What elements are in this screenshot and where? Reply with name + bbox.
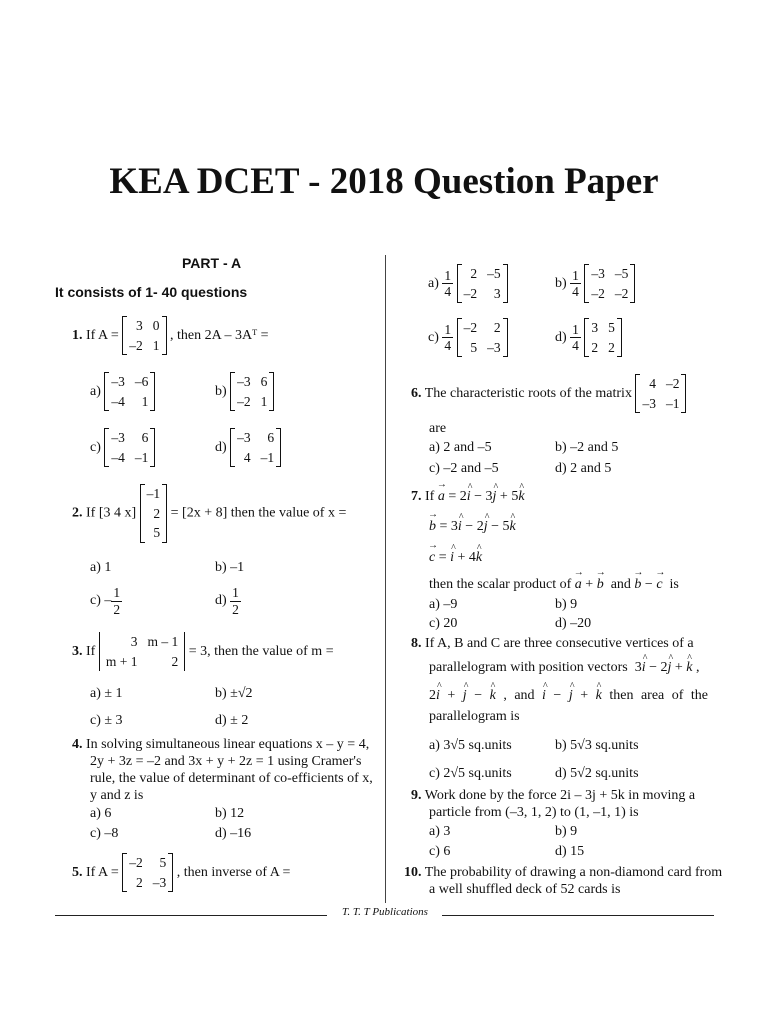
option-b: b) ±√2 (215, 686, 253, 701)
column-divider (385, 255, 386, 903)
question-7: 7. If a → = 2i ^ − 3j ^ + 5k ^ (411, 489, 525, 505)
question-text: , then 2A – 3Aᵀ = (170, 327, 269, 343)
option-d: d) –3 6 4 –1 (215, 428, 281, 467)
option-b: b) 12 (215, 806, 245, 821)
option-d: d) 5√2 sq.units (555, 766, 639, 781)
question-8-line2: parallelogram with position vectors 3i ^ − 2j ^ + k ^ , (429, 660, 700, 676)
question-5: 5. If A = –2 5 2 –3 , then inverse of A = (72, 853, 290, 892)
option-b: b) 9 (555, 597, 578, 612)
footer-publisher: T. T. T Publications (342, 906, 428, 918)
option-a: a) 6 (90, 806, 112, 821)
option-b: b) 9 (555, 824, 578, 839)
option-a: a) ± 1 (90, 686, 123, 701)
option-d: d) $\frac{1}{4}$ 3 5 2 2 (555, 318, 622, 357)
option-a: a) 3 (429, 824, 451, 839)
intro-text: It consists of 1- 40 questions (55, 284, 248, 300)
option-a: a) 2 and –5 (429, 440, 492, 455)
option-b: b) –3 6 –2 1 (215, 372, 274, 411)
option-c: c) 2√5 sq.units (429, 766, 512, 781)
option-d: d) –20 (555, 616, 592, 631)
question-3: 3. If 3 m – 1 m + 1 2 = 3, then the value of m = (72, 632, 334, 671)
question-6: 6. The characteristic roots of the matrix 4 –2 –3 –1 (411, 374, 686, 413)
vector-c: c → = i ^ + 4k ^ (429, 550, 482, 566)
option-d: d) 15 (555, 844, 585, 859)
matrix-A: 3 0 –2 1 (122, 316, 166, 355)
option-d: d) 2 and 5 (555, 461, 612, 476)
option-c: c) $\frac{1}{4}$ –2 2 5 –3 (428, 318, 508, 357)
question-8-line3: 2i ^ + j ^ − k ^ , and i ^ − j ^ + k ^ then area of the (429, 688, 708, 704)
option-c: c) 6 (429, 844, 451, 859)
option-a: a) $\frac{1}{4}$ 2 –5 –2 3 (428, 264, 508, 303)
footer-rule-left (55, 915, 327, 916)
option-c: c) 20 (429, 616, 458, 631)
option-c: c) –3 6 –4 –1 (90, 428, 155, 467)
question-8-line4: parallelogram is (429, 709, 520, 724)
question-8: 8. If A, B and C are three consecutive vertices of a (411, 636, 694, 651)
determinant: 3 m – 1 m + 1 2 (99, 632, 185, 671)
option-b: b) 5√3 sq.units (555, 738, 639, 753)
question-6-cont: are (429, 421, 447, 436)
option-d: d) –16 (215, 826, 252, 841)
part-heading: PART - A (182, 255, 242, 271)
question-9: 9. Work done by the force 2i – 3j + 5k in moving a particle from (–3, 1, 2) to (1, –1, 1) is (411, 788, 696, 820)
option-b: b) $\frac{1}{4}$ –3 –5 –2 –2 (555, 264, 635, 303)
option-a: a) 1 (90, 560, 112, 575)
question-2: 2. If [3 4 x] –1 2 5 = [2x + 8] then the value of x = (72, 484, 346, 543)
option-c: c) –8 (90, 826, 119, 841)
page-title: KEA DCET - 2018 Question Paper (109, 161, 659, 202)
option-a: a) –3 –6 –4 1 (90, 372, 155, 411)
option-a: a) 3√5 sq.units (429, 738, 512, 753)
option-c: c) ± 3 (90, 713, 123, 728)
question-7-cont: then the scalar product of a → + b → and b → − c → is (429, 577, 679, 593)
question-10: 10. The probability of drawing a non-diamond card from a well shuffled deck of 52 cards is (404, 865, 723, 897)
column-matrix: –1 2 5 (140, 484, 168, 543)
question-number: 1. (72, 327, 83, 343)
option-c: c) –2 and –5 (429, 461, 499, 476)
option-d: d) $\frac{1}{2}$ (215, 585, 239, 617)
option-b: b) –2 and 5 (555, 440, 619, 455)
option-a: a) –9 (429, 597, 458, 612)
question-1 (72, 316, 269, 355)
question-text: If A = (86, 327, 119, 343)
option-c: c) – $\frac{1}{2}$ (90, 585, 121, 617)
footer-rule-right (442, 915, 714, 916)
option-b: b) –1 (215, 560, 245, 575)
vector-b: b → = 3i ^ − 2j ^ − 5k ^ (429, 519, 516, 535)
option-d: d) ± 2 (215, 713, 249, 728)
question-4: 4. In solving simultaneous linear equations x – y = 4, 2y + 3z = –2 and 3x + y + 2z = 1 using Cramer's rule, the value of determinant of co-efficients of x, y and z is (72, 737, 373, 803)
